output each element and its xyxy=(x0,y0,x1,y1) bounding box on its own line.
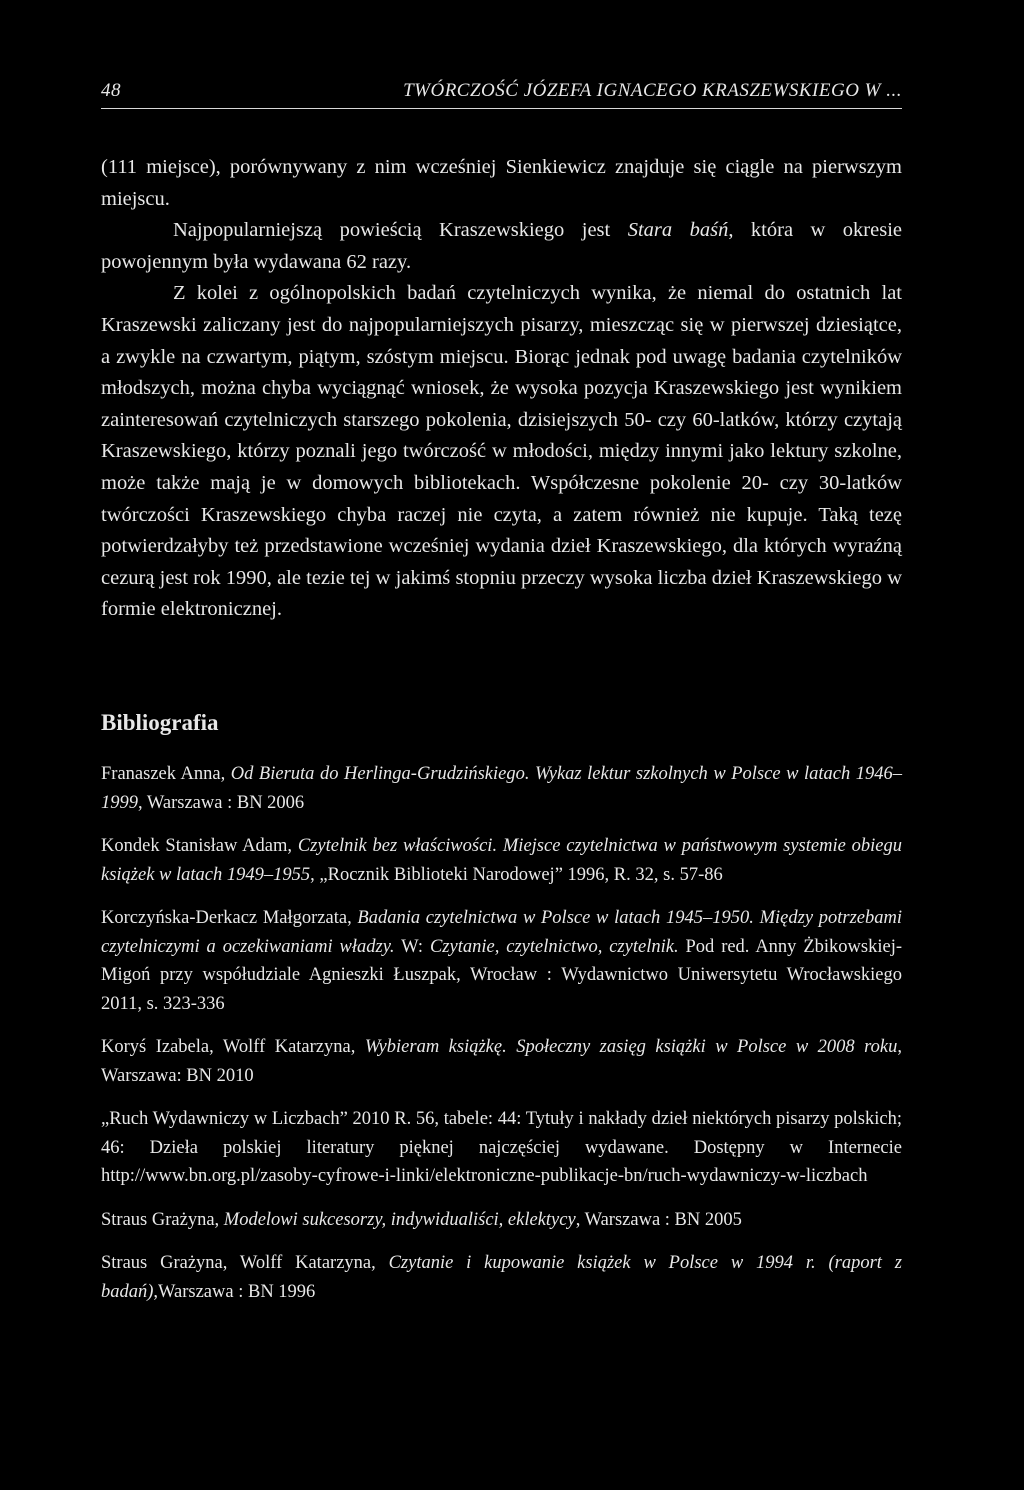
paragraph-2 xyxy=(101,215,902,278)
entry-author: Korczyńska-Derkacz Małgorzata, xyxy=(101,908,358,928)
entry-publication: Pod red. Anny Żbikowskiej-Migoń przy współudziale Agnieszki Łuszpak, Wrocław : Wydawnictwo Uniwersytetu Wrocławskiego 2011, s. 323-336 xyxy=(101,936,902,1014)
entry-in: W: xyxy=(394,936,430,957)
paragraph-2-end: , która w okresie powojennym była wydawana 62 razy. xyxy=(101,219,902,273)
paragraph-3: Z kolei z ogólnopolskich badań czytelniczych wynika, że niemal do ostatnich lat Kraszewski zaliczany jest do najpopularniejszych pisarzy, mieszcząc się w pierwszej dziesiątce, a zwykle na czwartym, piątym, szóstym miejscu. Biorąc jednak pod uwagę badania czytelników młodszych, można chyba wyciągnąć wniosek, że wysoka pozycja Kraszewskiego jest wynikiem zainteresowań czytelniczych starszego pokolenia, dzisiejszych 50- czy 60-latków, którzy czytają Kraszewskiego, którzy poznali jego twórczość w młodości, między innymi jako lektury szkolne, może także mają je w domowych bibliotekach. Współczesne pokolenie 20- czy 30-latków twórczości Kraszewskiego chyba raczej nie czyta, a zatem również nie kupuje. Taką tezę potwierdzałyby też przedstawione wcześniej wydania dzieł Kraszewskiego, dla których wyraźną cezurą jest rok 1990, ale tezie tej w jakimś stopniu przeczy wysoka liczba dzieł Kraszewskiego w formie elektronicznej. xyxy=(101,282,902,621)
paragraph-2-start: Najpopularniejszą powieścią Kraszewskiego jest xyxy=(173,219,628,242)
entry-author: Straus Grażyna, Wolff Katarzyna, xyxy=(101,1253,389,1273)
title-stara-basn: Stara baśń xyxy=(627,219,729,242)
running-title: TWÓRCZOŚĆ JÓZEFA IGNACEGO KRASZEWSKIEGO W ... xyxy=(403,80,902,101)
entry-author: Kondek Stanisław Adam, xyxy=(101,836,298,856)
entry-title: Od Bieruta do Herlinga-Grudzińskiego. Wykaz lektur szkolnych w Polsce w latach 1946–1999 xyxy=(101,764,902,813)
entry-publication: , „Rocznik Biblioteki Narodowej” 1996, R. 32, s. 57-86 xyxy=(310,864,723,885)
entry-text: „Ruch Wydawniczy w Liczbach” 2010 R. 56, tabele: 44: Tytuły i nakłady dzieł niektórych pisarzy polskich; 46: Dzieła polskiej literatury pięknej najczęściej wydawane. Dostępny w Internecie http://www.bn.org.pl/zasoby-cyfrowe-i-linki/elektroniczne-publikacje-bn/ruch-wydawniczy-w-liczbach xyxy=(101,1109,902,1186)
entry-title: Badania czytelnictwa w Polsce w latach 1945–1950. Między potrzebami czytelniczymi a oczekiwaniami władzy. xyxy=(101,908,902,957)
bibliography-entry xyxy=(101,1249,902,1306)
entry-book-title: Czytanie, czytelnictwo, czytelnik. xyxy=(429,936,679,957)
entry-publication: ,Warszawa : BN 1996 xyxy=(153,1281,316,1302)
bibliography-entry xyxy=(101,904,902,1018)
bibliography-heading: Bibliografia xyxy=(101,710,219,735)
paragraph-1: (111 miejsce), porównywany z nim wcześniej Sienkiewicz znajduje się ciągle na pierwszym miejscu. xyxy=(101,156,902,210)
bibliography-list xyxy=(101,760,902,1321)
entry-author: Franaszek Anna, xyxy=(101,764,231,784)
bibliography-entry xyxy=(101,1105,902,1191)
entry-publication: , Warszawa: BN 2010 xyxy=(101,1037,902,1086)
entry-publication: , Warszawa : BN 2005 xyxy=(575,1209,742,1230)
running-header xyxy=(101,80,902,109)
page-number: 48 xyxy=(101,80,121,101)
bibliography-entry xyxy=(101,1206,902,1235)
entry-title: Wybieram książkę. Społeczny zasięg książki w Polsce w 2008 roku xyxy=(364,1037,898,1057)
bibliography-entry xyxy=(101,832,902,889)
bibliography-entry xyxy=(101,1033,902,1090)
entry-title: Modelowi sukcesorzy, indywidualiści, eklektycy xyxy=(223,1209,576,1230)
body-text xyxy=(101,152,902,626)
entry-title: Czytelnik bez właściwości. Miejsce czytelnictwa w państwowym systemie obiegu książek w latach 1949–1955 xyxy=(101,836,903,885)
entry-author: Koryś Izabela, Wolff Katarzyna, xyxy=(101,1037,365,1057)
entry-title: Czytanie i kupowanie książek w Polsce w 1994 r. (raport z badań) xyxy=(101,1253,902,1302)
entry-author: Straus Grażyna, xyxy=(101,1209,224,1230)
bibliography-entry xyxy=(101,760,902,817)
entry-publication: , Warszawa : BN 2006 xyxy=(138,792,305,813)
